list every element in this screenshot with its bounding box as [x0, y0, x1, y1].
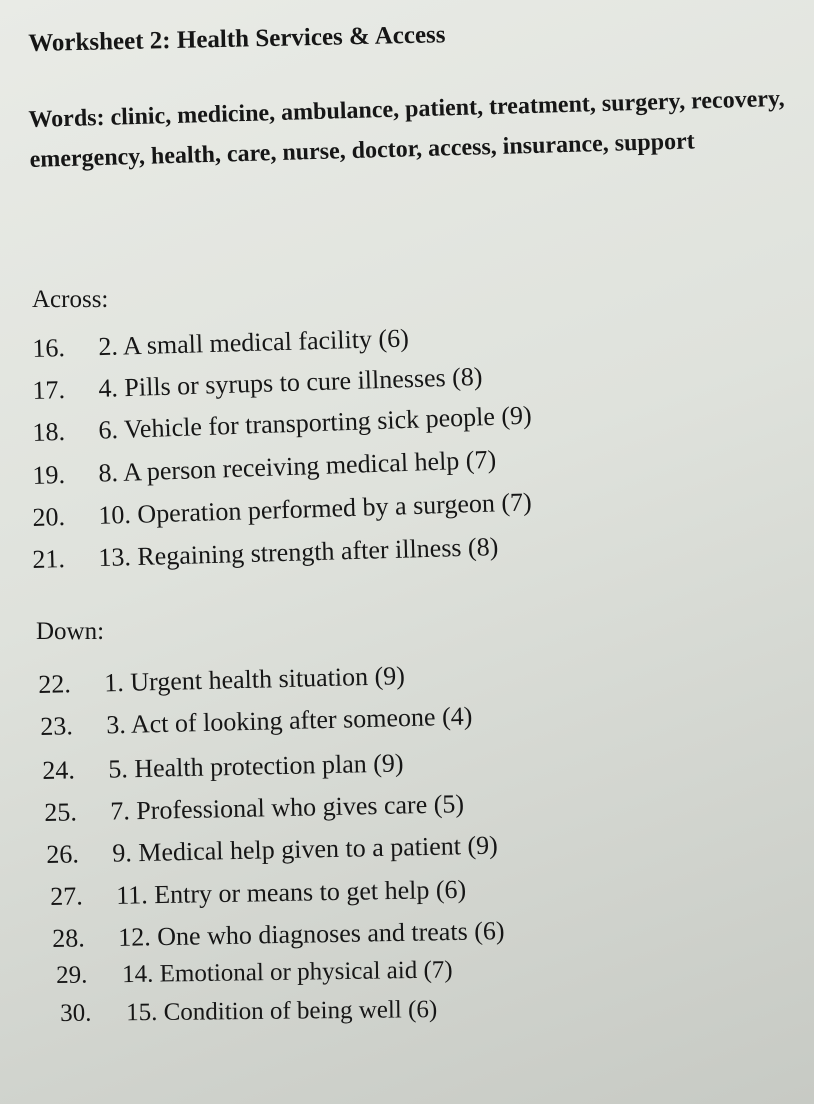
across-heading: Across:	[32, 286, 109, 313]
word-bank: Words: clinic, medicine, ambulance, patient, treatment, surgery, recovery, emergency, health, care, nurse, doctor, access, insurance, support	[28, 85, 785, 173]
clue-across-19: 19. 8. A person receiving medical help (7)	[32, 444, 497, 490]
clue-across-17: 17. 4. Pills or syrups to cure illnesses (8)	[32, 361, 483, 405]
down-heading: Down:	[36, 618, 105, 645]
clue-down-28: 28. 12. One who diagnoses and treats (6)	[52, 916, 505, 953]
clue-down-23: 23. 3. Act of looking after someone (4)	[40, 701, 473, 741]
clue-down-30: 30. 15. Condition of being well (6)	[60, 996, 438, 1027]
clue-across-18: 18. 6. Vehicle for transporting sick people (9)	[32, 400, 533, 447]
clue-down-22: 22. 1. Urgent health situation (9)	[38, 661, 406, 699]
clue-across-16: 16. 2. A small medical facility (6)	[32, 323, 410, 363]
clue-down-26: 26. 9. Medical help given to a patient (9)	[46, 830, 499, 869]
clue-across-20: 20. 10. Operation performed by a surgeon (7)	[32, 487, 533, 532]
clue-down-24: 24. 5. Health protection plan (9)	[42, 748, 404, 785]
clue-down-25: 25. 7. Professional who gives care (5)	[44, 789, 465, 827]
clue-across-21: 21. 13. Regaining strength after illness (8)	[32, 531, 499, 574]
clue-down-29: 29. 14. Emotional or physical aid (7)	[56, 956, 453, 989]
worksheet-title: Worksheet 2: Health Services & Access	[28, 21, 446, 57]
clue-down-27: 27. 11. Entry or means to get help (6)	[50, 874, 467, 911]
